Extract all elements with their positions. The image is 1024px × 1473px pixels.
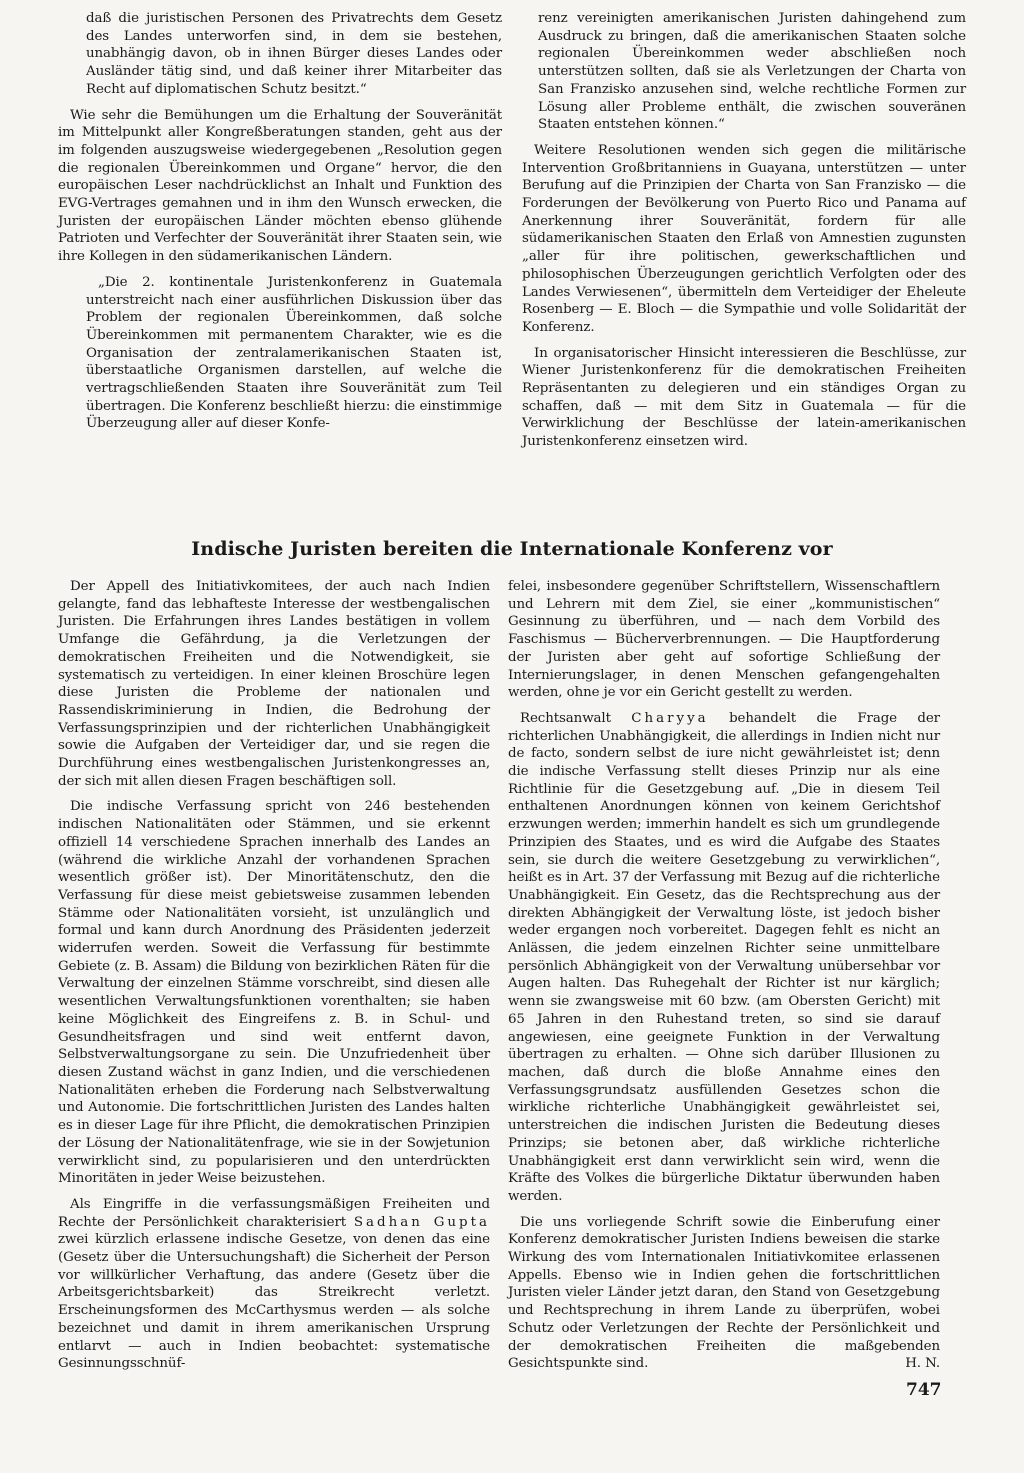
paragraph: Weitere Resolutionen wenden sich gegen die militärische Intervention Großbritanniens in Guayana, unterstützen — unter Berufung auf die Prinzipien der Charta von San Franzisko — die Forderungen der Bevölkerung von Puerto Rico und Panama auf Anerkennung ihrer Souveränität, fordern für alle südamerikanischen Staaten den Erlaß von Amnestien zugunsten „aller für ihre politischen, gewerkschaftlichen und philosophischen Überzeugungen gerichtlich Verfolgten oder des Landes Verwiesenen“, übermitteln dem Verteidiger der Eheleute Rosenberg — E. Bloch — die Sympathie und volle Solidarität der Konferenz. [522,142,966,335]
page-number: 747 [906,1380,942,1400]
person-name: Sadhan Gupta [353,1214,490,1230]
paragraph-text: behandelt die Frage der richterlichen Unabhängigkeit, die allerdings in Indien nicht nur de facto, sondern selbst de iure nicht gewährleistet ist; denn die indische Verfassung stellt dieses Prinzip nur als eine Richtlinie für die Gesetzgebung auf. „Die in diesem Teil enthaltenen Anordnungen können von keinem Gerichtshof erzwungen werden; immerhin handelt es sich um grundlegende Prinzipien des Staates, und es wird die Aufgabe des Staates sein, sie durch die weitere Gesetzgebung zu verwirklichen“, heißt es in Art. 37 der Verfassung mit Bezug auf die richterliche Unabhängigkeit. Ein Gesetz, das die Rechtsprechung aus der direkten Abhängigkeit der Verwaltung löste, ist jedoch bisher weder ergangen noch vorbereitet. Dagegen fehlt es nicht an Anlässen, die jedem einzelnen Richter seine unmittelbare persönlich Abhängigkeit von der Verwaltung unübersehbar vor Augen halten. Das Ruhegehalt der Richter ist nur kärglich; wenn sie zwangsweise mit 60 bzw. (am Obersten Gericht) mit 65 Jahren in den Ruhestand treten, so sind sie darauf angewiesen, eine geeignete Funktion in der Verwaltung übertragen zu erhalten. — Ohne sich darüber Illusionen zu machen, daß durch die bloße Annahme eines den Verfassungsgrundsatz ausfüllenden Gesetzes schon die wirkliche richterliche Unabhängigkeit gewährleistet sei, unterstreichen die indischen Juristen die Bedeutung dieses Prinzips; sie betonen aber, daß wirkliche richterliche Unabhängigkeit erst dann verwirklicht sein wird, wenn die Kräfte des Volkes die bürgerliche Diktatur überwunden haben werden. [508,710,940,1204]
paragraph [58,1196,490,1373]
paragraph [508,1214,940,1373]
paragraph-text: Die uns vorliegende Schrift sowie die Einberufung einer Konferenz demokratischer Juristen Indiens beweisen die starke Wirkung des vom Internationalen Initiativkomitee erlassenen Appells. Ebenso wie in Indien gehen die fortschrittlichen Juristen vieler Länder jetzt daran, den Stand von Gesetzgebung und Rechtsprechung in ihrem Lande zu überprüfen, wobei Schutz oder Verletzungen der Rechte der Persönlichkeit und der demokratischen Freiheiten die maßgebenden Gesichtspunkte sind. [508,1214,940,1372]
article-headline: Indische Juristen bereiten die Internationale Konferenz vor [191,538,833,560]
paragraph-text: Als Eingriffe in die verfassungsmäßigen Freiheiten und Rechte der Persönlichkeit charakterisiert [58,1196,490,1230]
resolution-quote-paragraph: „Die 2. kontinentale Juristenkonferenz in Guatemala unterstreicht nach einer ausführlichen Diskussion über das Problem der regionalen Übereinkommen, daß solche Übereinkommen mit permanentem Charakter, wie es die Organisation der zentralamerikanischen Staaten ist, überstaatliche Organismen darstellen, auf welche die vertragschließenden Staaten ihre Souveränität zum Teil übertragen. Die Konferenz beschließt hierzu: die einstimmige Überzeugung aller auf dieser Konfe- [86,274,502,432]
person-name: Charyya [631,710,709,726]
top-right-column [522,10,966,459]
paragraph-text: Rechtsanwalt [520,710,632,726]
paragraph: Wie sehr die Bemühungen um die Erhaltung der Souveränität im Mittelpunkt aller Kongreßberatungen standen, geht aus der im folgenden auszugsweise wiedergegebenen „Resolution gegen die regionalen Übereinkommen und Organe“ hervor, die den europäischen Leser nachdrücklichst an Inhalt und Funktion des EVG-Vertrages gemahnen und in ihm den Wunsch erwecken, die Juristen der europäischen Länder möchten ebenso glühende Patrioten und Verfechter der Souveränität ihrer Staaten sein, wie ihre Kollegen in den südamerikanischen Ländern. [58,107,502,265]
paragraph [508,710,940,1206]
bottom-left-column [58,578,490,1381]
paragraph: Die indische Verfassung spricht von 246 bestehenden indischen Nationalitäten oder Stämmen, und sie erkennt offiziell 14 verschiedene Sprachen innerhalb des Landes an (während die wirkliche Anzahl der vorhandenen Sprachen wesentlich größer ist). Der Minoritätenschutz, den die Verfassung für diese meist gebietsweise zusammen lebenden Stämme oder Nationalitäten vorsieht, ist unzulänglich und formal und kann durch Anordnung des Präsidenten jederzeit widerrufen werden. Soweit die Verfassung für bestimmte Gebiete (z. B. Assam) die Bildung von bezirklichen Räten für die Verwaltung der einzelnen Stämme vorschreibt, sind diesen alle wesentlichen Verwaltungsfunktionen vorenthalten; sie haben keine Möglichkeit des Eingreifens z. B. in Schul- und Gesundheitsfragen und sind weit entfernt davon, Selbstverwaltungsorgane zu sein. Die Unzufriedenheit über diesen Zustand wächst in ganz Indien, und die verschiedenen Nationalitäten erheben die Forderung nach Selbstverwaltung und Autonomie. Die fortschrittlichen Juristen des Landes halten es in dieser Lage für ihre Pflicht, die demokratischen Prinzipien der Lösung der Nationalitätenfrage, wie sie in der Sowjetunion verwirklicht sind, zu popularisieren und den unterdrückten Minoritäten in jeder Weise beizustehen. [58,799,490,1187]
quote-continuation-paragraph: renz vereinigten amerikanischen Juristen dahingehend zum Ausdruck zu bringen, daß die amerikanischen Staaten solche regionalen Übereinkommen weder abschließen noch unterstützen sollten, daß sie als Verletzungen der Charta von San Franzisko anzusehen sind, welche rechtliche Formen zur Lösung aller Probleme enthält, die zwischen souveränen Staaten entstehen können.“ [538,11,966,133]
quote-continuation-paragraph: daß die juristischen Personen des Privatrechts dem Gesetz des Landes unterworfen sind, in dem sie bestehen, unabhängig davon, ob in ihnen Bürger dieses Landes oder Ausländer tätig sind, und daß keiner ihrer Mitarbeiter das Recht auf diplomatischen Schutz besitzt.“ [86,11,502,97]
paragraph-text: zwei kürzlich erlassene indische Gesetze, von denen das eine (Gesetz über die Untersuchungshaft) die Sicherheit der Person vor willkürlicher Verhaftung, das andere (Gesetz über die Arbeitsgerichtsbarkeit) das Streikrecht verletzt. Erscheinungsformen des McCarthysmus werden — als solche bezeichnet und damit in ihrem amerikanischen Ursprung entlarvt — auch in Indien beobachtet: systematische Gesinnungsschnüf- [58,1232,490,1372]
paragraph: In organisatorischer Hinsicht interessieren die Beschlüsse, zur Wiener Juristenkonferenz für die demokratischen Freiheiten Repräsentanten zu delegieren und ein ständiges Organ zu schaffen, daß — mit dem Sitz in Guatemala — für die Verwirklichung der Beschlüsse der latein-amerikanischen Juristenkonferenz einsetzen wird. [522,345,966,450]
author-signature: H. N. [905,1356,940,1372]
paragraph: felei, insbesondere gegenüber Schriftstellern, Wissenschaftlern und Lehrern mit dem Ziel, sie einer „kommunistischen“ Gesinnung zu überführen, und — nach dem Vorbild des Faschismus — Bücherverbrennungen. — Die Hauptforderung der Juristen aber geht auf sofortige Schließung der Internierungslager, in denen Menschen gefangengehalten werden, ohne je vor ein Gericht gestellt zu werden. [508,579,940,701]
paragraph: Der Appell des Initiativkomitees, der auch nach Indien gelangte, fand das lebhafteste Interesse der westbengalischen Juristen. Die Erfahrungen ihres Landes bestätigen in vollem Umfange die Gefährdung, ja die Verletzungen der demokratischen Freiheiten und die Notwendigkeit, sie systematisch zu verteidigen. In einer kleinen Broschüre legen diese Juristen die Probleme der nationalen und Rassendiskriminierung in Indien, die Bedrohung der Verfassungsprinzipien und der richterlichen Unabhängigkeit sowie die Aufgaben der Verteidiger dar, und sie regen die Durchführung eines westbengalischen Juristenkongresses an, der sich mit allen diesen Fragen beschäftigen soll. [58,579,490,789]
bottom-right-column [508,578,940,1381]
top-left-column [58,10,502,441]
